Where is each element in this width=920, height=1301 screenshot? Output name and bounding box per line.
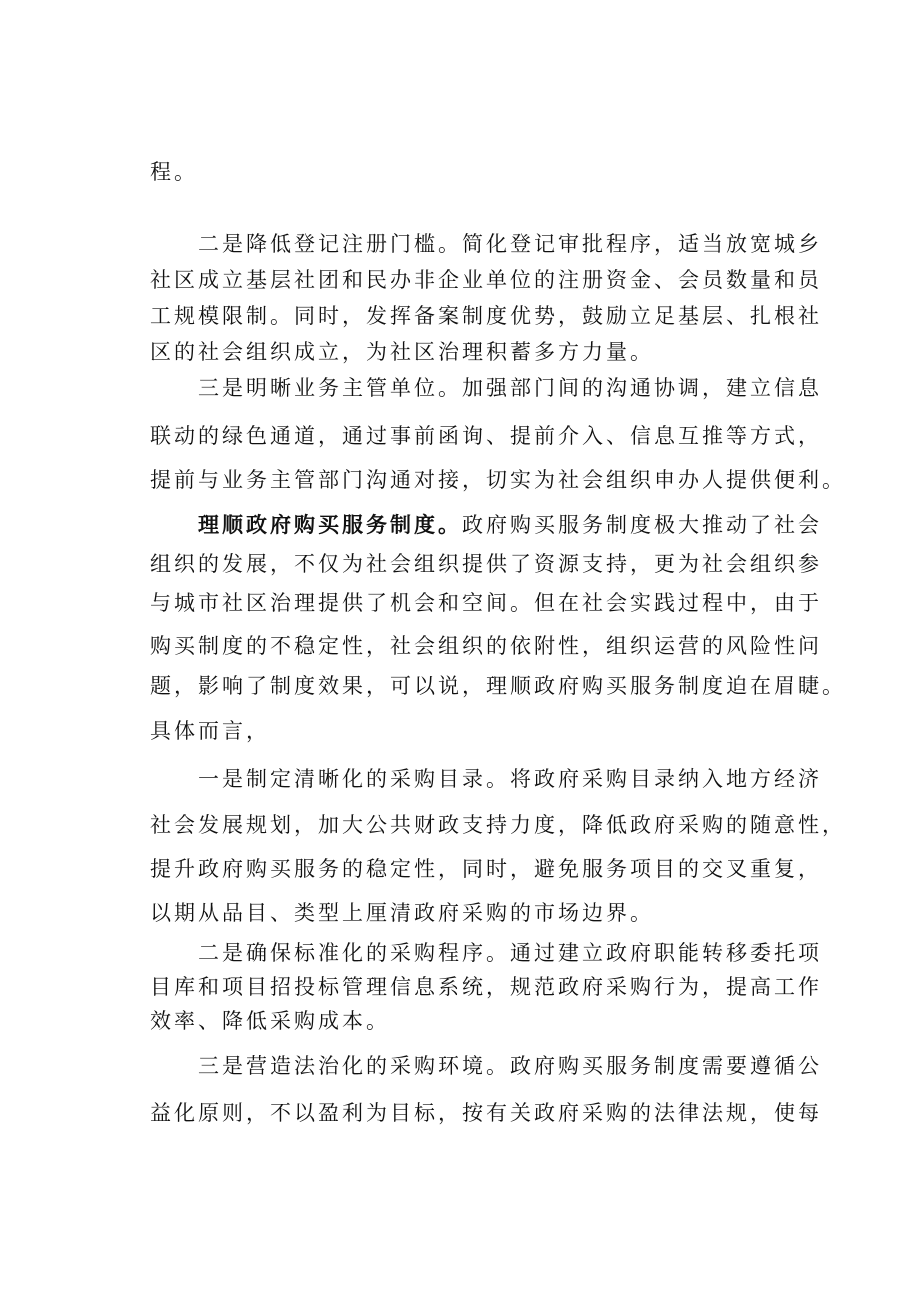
text-line: 程。	[150, 160, 198, 184]
text-line	[198, 510, 822, 540]
text-line: 社会发展规划，加大公共财政支持力度，降低政府采购的随意性，	[150, 813, 846, 837]
text-line: 目库和项目招投标管理信息系统，规范政府采购行为，提高工作	[150, 975, 822, 999]
section-heading: 理顺政府购买服务制度。	[198, 512, 462, 537]
text-line: 区的社会组织成立，为社区治理积蓄多方力量。	[150, 340, 654, 364]
text-line: 与城市社区治理提供了机会和空间。但在社会实践过程中，由于	[150, 591, 822, 615]
text-line: 二是降低登记注册门槛。简化登记审批程序，适当放宽城乡	[198, 232, 822, 256]
text-line: 益化原则，不以盈利为目标，按有关政府采购的法律法规，使每	[150, 1101, 822, 1125]
text-line: 题，影响了制度效果，可以说，理顺政府购买服务制度迫在眉睫。	[150, 674, 846, 698]
text-line: 提升政府购买服务的稳定性，同时，避免服务项目的交叉重复，	[150, 857, 822, 881]
text-line: 三是明晰业务主管单位。加强部门间的沟通协调，建立信息	[198, 376, 822, 400]
text-line: 以期从品目、类型上厘清政府采购的市场边界。	[150, 901, 654, 925]
text-line: 社区成立基层社团和民办非企业单位的注册资金、会员数量和员	[150, 268, 822, 292]
text-line: 效率、降低采购成本。	[150, 1009, 390, 1033]
text-line: 联动的绿色通道，通过事前函询、提前介入、信息互推等方式，	[150, 424, 822, 448]
text-line: 具体而言，	[150, 719, 270, 743]
text-line: 组织的发展，不仅为社会组织提供了资源支持，更为社会组织参	[150, 552, 822, 576]
text-line: 一是制定清晰化的采购目录。将政府采购目录纳入地方经济	[198, 767, 822, 791]
text-line: 提前与业务主管部门沟通对接，切实为社会组织申办人提供便利。	[150, 468, 846, 492]
text-line: 购买制度的不稳定性，社会组织的依附性，组织运营的风险性问	[150, 634, 822, 658]
text-line: 二是确保标准化的采购程序。通过建立政府职能转移委托项	[198, 941, 822, 965]
text-line: 工规模限制。同时，发挥备案制度优势，鼓励立足基层、扎根社	[150, 304, 822, 328]
text-line: 三是营造法治化的采购环境。政府购买服务制度需要遵循公	[198, 1054, 822, 1078]
text-line-continuation: 政府购买服务制度极大推动了社会	[462, 513, 822, 537]
